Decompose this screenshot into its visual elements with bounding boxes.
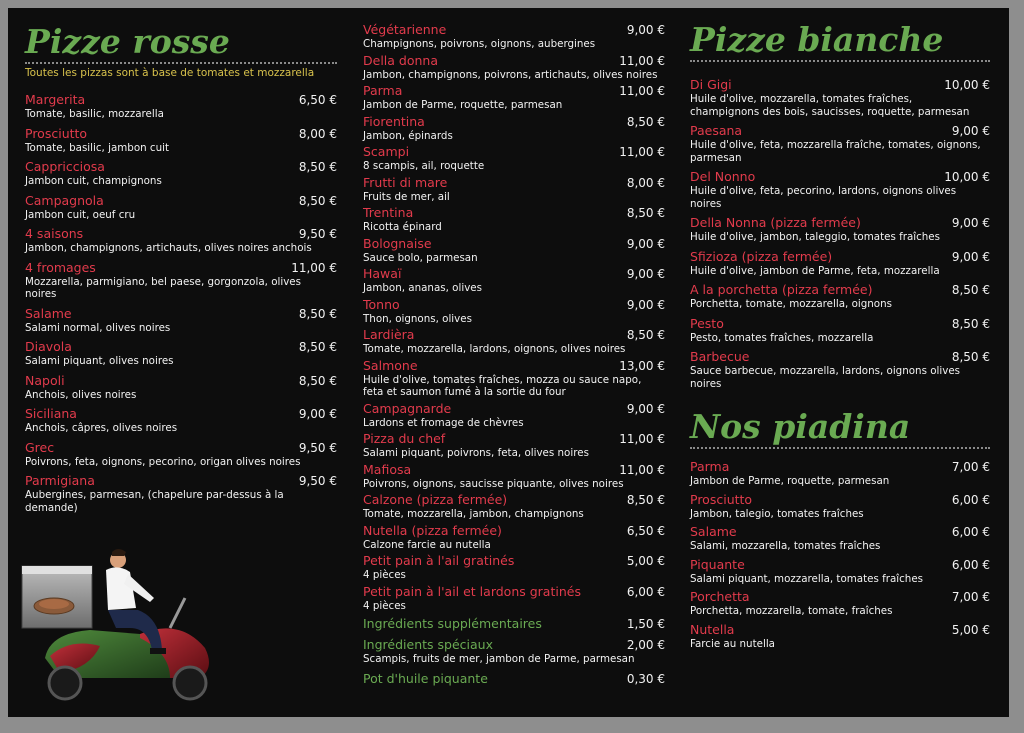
pizze-rosse-subtitle: Toutes les pizzas sont à base de tomates et mozzarella <box>25 67 315 79</box>
menu-item <box>363 327 665 356</box>
pizza-box-icon <box>22 566 92 628</box>
item-name: Piquante <box>690 556 745 572</box>
item-price: 2,00 € <box>626 638 665 652</box>
item-description: Porchetta, mozzarella, tomate, fraîches <box>690 605 893 617</box>
item-description: Huile d'olive, mozzarella, tomates fraîches, champignons des bois, saucisses, roquette, parmesan <box>690 93 970 118</box>
item-description: Pesto, tomates fraîches, mozzarella <box>690 331 874 344</box>
item-price: 11,00 € <box>619 84 665 98</box>
item-price: 10,00 € <box>944 170 990 184</box>
item-description: Farcie au nutella <box>690 637 775 650</box>
pizze-rosse-column <box>25 8 337 519</box>
menu-item <box>363 492 665 521</box>
item-description: Poivrons, feta, oignons, pecorino, origan olives noires <box>25 455 301 468</box>
item-price: 9,00 € <box>626 401 665 416</box>
item-price: 8,00 € <box>298 126 337 141</box>
item-name: Della Nonna (pizza fermée) <box>690 215 861 230</box>
item-price: 5,00 € <box>626 554 665 568</box>
menu-board <box>8 8 1009 717</box>
item-name: Barbecue <box>690 349 750 364</box>
item-name: Végétarienne <box>363 22 447 37</box>
item-price: 6,00 € <box>951 525 990 539</box>
menu-item <box>25 306 337 335</box>
item-description: 4 pièces <box>363 569 406 581</box>
item-price: 6,00 € <box>951 492 990 507</box>
item-name: A la porchetta (pizza fermée) <box>690 282 873 297</box>
menu-item <box>363 175 665 204</box>
menu-item <box>363 358 665 399</box>
item-price: 8,50 € <box>298 306 337 321</box>
menu-item <box>690 169 990 210</box>
item-price: 1,50 € <box>626 617 665 631</box>
item-name: Fiorentina <box>363 113 425 129</box>
menu-item <box>690 459 990 488</box>
menu-item <box>363 266 665 295</box>
item-description: 4 pièces <box>363 599 406 612</box>
item-name: Prosciutto <box>690 491 753 507</box>
item-description: Jambon, champignons, poivrons, artichauts, olives noires <box>363 68 658 81</box>
item-description: Salami, mozzarella, tomates fraîches <box>690 540 881 552</box>
menu-item <box>25 339 337 368</box>
item-name: Ingrédients spéciaux <box>363 637 493 652</box>
item-price: 9,00 € <box>298 407 337 421</box>
item-price: 8,50 € <box>626 493 665 507</box>
item-name: Calzone (pizza fermée) <box>363 492 508 507</box>
item-price: 11,00 € <box>291 260 337 275</box>
item-price: 9,00 € <box>951 249 990 264</box>
item-name: Prosciutto <box>25 125 88 141</box>
item-name: Pizza du chef <box>363 431 446 446</box>
item-name: Della donna <box>363 52 438 68</box>
piadina-list <box>690 459 990 650</box>
item-description: Poivrons, oignons, saucisse piquante, olives noires <box>363 477 624 490</box>
menu-item <box>690 282 990 311</box>
item-name: Petit pain à l'ail gratinés <box>363 553 515 568</box>
item-price: 8,50 € <box>626 328 665 342</box>
menu-item <box>25 126 337 155</box>
item-description: Sauce bolo, parmesan <box>363 251 478 264</box>
item-name: Grec <box>25 439 55 455</box>
item-name: Scampi <box>363 144 410 159</box>
item-name: Nutella <box>690 621 735 637</box>
menu-item <box>25 226 337 255</box>
item-description: Jambon, talegio, tomates fraîches <box>690 507 864 520</box>
item-price: 7,00 € <box>951 460 990 474</box>
piadina-heading: Nos piadina <box>690 407 911 446</box>
menu-item <box>25 373 337 402</box>
item-price: 8,50 € <box>298 340 337 354</box>
item-description: 8 scampis, ail, roquette <box>363 160 485 172</box>
item-description: Jambon, ananas, olives <box>363 282 482 294</box>
menu-item <box>690 492 990 521</box>
item-name: Mafiosa <box>363 461 412 477</box>
menu-item <box>25 193 337 222</box>
item-name: Ingrédients supplémentaires <box>363 616 542 631</box>
item-description: Ricotta épinard <box>363 221 442 233</box>
item-price: 8,50 € <box>951 350 990 364</box>
item-price: 9,00 € <box>626 267 665 281</box>
item-name: Campagnarde <box>363 400 452 416</box>
pizze-bianche-list <box>690 77 990 390</box>
item-name: Diavola <box>25 339 72 354</box>
item-price: 11,00 € <box>619 432 665 446</box>
item-price: 9,00 € <box>951 124 990 138</box>
item-description: Jambon, champignons, artichauts, olives noires anchois <box>25 242 312 254</box>
item-price: 5,00 € <box>951 622 990 637</box>
item-price: 11,00 € <box>619 145 665 159</box>
menu-item <box>690 77 990 118</box>
item-name: Trentina <box>363 205 414 220</box>
menu-item <box>363 431 665 460</box>
pizze-rosse-heading: Pizze rosse <box>25 22 230 61</box>
menu-item <box>690 589 990 618</box>
item-description: Fruits de mer, ail <box>363 190 450 203</box>
menu-item <box>363 114 665 143</box>
item-description: Huile d'olive, feta, pecorino, lardons, oignons olives noires <box>690 185 957 210</box>
item-description: Huile d'olive, jambon, taleggio, tomates fraîches <box>690 231 940 243</box>
menu-item <box>363 297 665 326</box>
item-name: Salame <box>690 524 737 539</box>
item-price: 6,50 € <box>626 523 665 538</box>
item-price: 9,00 € <box>626 297 665 312</box>
item-description: Huile d'olive, jambon de Parme, feta, mozzarella <box>690 264 940 277</box>
item-price: 9,00 € <box>626 236 665 251</box>
item-name: 4 fromages <box>25 259 96 275</box>
menu-item <box>363 671 665 687</box>
item-name: Siciliana <box>25 406 77 421</box>
item-price: 8,50 € <box>298 160 337 174</box>
item-price: 11,00 € <box>619 462 665 477</box>
menu-item <box>25 159 337 188</box>
menu-item <box>25 92 337 121</box>
item-description: Thon, oignons, olives <box>363 312 472 325</box>
item-name: Porchetta <box>690 589 750 604</box>
item-name: Napoli <box>25 372 65 388</box>
menu-item <box>690 249 990 278</box>
item-name: Salmone <box>363 357 418 373</box>
menu-item <box>690 622 990 651</box>
item-description: Mozzarella, parmigiano, bel paese, gorgonzola, olives noires <box>25 275 302 300</box>
item-price: 9,50 € <box>298 227 337 241</box>
menu-item <box>363 401 665 430</box>
pizze-bianche-column <box>690 8 990 654</box>
item-description: Anchois, olives noires <box>25 388 137 401</box>
item-description: Salami piquant, olives noires <box>25 355 174 367</box>
menu-item <box>363 53 665 82</box>
item-name: 4 saisons <box>25 226 84 241</box>
heading-divider <box>690 447 990 449</box>
item-name: Petit pain à l'ail et lardons gratinés <box>363 583 581 599</box>
menu-item <box>690 349 990 390</box>
item-name: Parmigiana <box>25 473 95 488</box>
item-name: Hawaï <box>363 266 402 281</box>
item-price: 13,00 € <box>619 358 665 373</box>
item-name: Del Nonno <box>690 169 756 184</box>
menu-item <box>690 316 990 345</box>
item-name: Parma <box>690 459 730 474</box>
menu-item <box>25 473 337 514</box>
menu-item <box>690 215 990 244</box>
item-description: Scampis, fruits de mer, jambon de Parme, parmesan <box>363 653 635 665</box>
menu-item <box>690 524 990 553</box>
menu-item <box>363 144 665 173</box>
item-price: 9,50 € <box>298 474 337 488</box>
item-price: 8,50 € <box>951 283 990 297</box>
item-description: Tomate, mozzarella, lardons, oignons, olives noires <box>363 343 626 355</box>
menu-item <box>363 236 665 265</box>
item-name: Margerita <box>25 92 86 107</box>
heading-divider <box>690 60 990 62</box>
item-price: 6,00 € <box>951 557 990 572</box>
item-price: 8,50 € <box>298 373 337 388</box>
pizze-bianche-heading: Pizze bianche <box>690 20 944 59</box>
item-description: Tomate, basilic, mozzarella <box>25 108 164 120</box>
item-price: 6,50 € <box>298 93 337 107</box>
item-description: Jambon de Parme, roquette, parmesan <box>690 475 890 487</box>
item-price: 6,00 € <box>626 584 665 599</box>
item-name: Pesto <box>690 315 724 331</box>
item-price: 8,50 € <box>951 316 990 331</box>
heading-divider <box>25 62 337 64</box>
menu-item <box>363 616 665 632</box>
item-price: 8,50 € <box>626 206 665 220</box>
menu-item <box>363 523 665 552</box>
delivery-scooter-illustration <box>20 538 230 708</box>
item-description: Jambon cuit, oeuf cru <box>25 208 136 221</box>
pizze-middle-list <box>363 22 665 612</box>
item-description: Jambon de Parme, roquette, parmesan <box>363 99 563 111</box>
item-name: Frutti di mare <box>363 174 448 190</box>
item-price: 9,00 € <box>626 23 665 37</box>
item-description: Salami piquant, mozzarella, tomates fraîches <box>690 572 924 585</box>
menu-item <box>25 440 337 469</box>
item-name: Paesana <box>690 123 743 138</box>
item-price: 8,50 € <box>626 114 665 129</box>
menu-item <box>363 462 665 491</box>
menu-item <box>363 83 665 112</box>
item-name: Campagnola <box>25 192 104 208</box>
item-description: Jambon, épinards <box>363 129 453 142</box>
menu-item <box>25 406 337 435</box>
item-description: Calzone farcie au nutella <box>363 538 491 551</box>
item-name: Lardièra <box>363 327 415 342</box>
item-price: 11,00 € <box>619 53 665 68</box>
item-description: Tomate, basilic, jambon cuit <box>25 141 170 154</box>
item-name: Di Gigi <box>690 77 732 92</box>
item-description: Huile d'olive, feta, mozzarella fraîche, tomates, oignons, parmesan <box>690 139 981 164</box>
menu-item <box>25 260 337 301</box>
item-price: 9,00 € <box>951 216 990 230</box>
menu-item <box>363 553 665 582</box>
item-price: 10,00 € <box>944 78 990 92</box>
item-name: Cappricciosa <box>25 159 105 174</box>
item-name: Sfizioza (pizza fermée) <box>690 248 833 264</box>
item-description: Salami piquant, poivrons, feta, olives noires <box>363 447 589 459</box>
menu-item <box>690 557 990 586</box>
item-description: Porchetta, tomate, mozzarella, oignons <box>690 298 892 310</box>
item-price: 8,50 € <box>298 193 337 208</box>
menu-item <box>363 637 665 666</box>
item-description: Sauce barbecue, mozzarella, lardons, oignons olives noires <box>690 365 961 390</box>
item-description: Aubergines, parmesan, (chapelure par-dessus à la demande) <box>25 489 284 514</box>
item-price: 8,00 € <box>626 175 665 190</box>
item-description: Champignons, poivrons, oignons, aubergines <box>363 38 596 50</box>
item-description: Jambon cuit, champignons <box>25 175 162 187</box>
item-description: Lardons et fromage de chèvres <box>363 416 524 429</box>
item-description: Anchois, câpres, olives noires <box>25 422 178 434</box>
item-price: 0,30 € <box>626 671 665 686</box>
item-name: Tonno <box>363 296 400 312</box>
item-description: Huile d'olive, tomates fraîches, mozza ou sauce napo, feta et saumon fumé à la sortie du four <box>363 373 642 398</box>
menu-item <box>363 205 665 234</box>
pizze-rosse-list <box>25 92 337 514</box>
item-description: Salami normal, olives noires <box>25 321 171 334</box>
item-name: Salame <box>25 305 72 321</box>
item-name: Bolognaise <box>363 235 432 251</box>
extras-list <box>363 616 665 687</box>
menu-item <box>363 584 665 613</box>
item-price: 7,00 € <box>951 590 990 604</box>
item-name: Pot d'huile piquante <box>363 670 488 686</box>
item-name: Nutella (pizza fermée) <box>363 522 502 538</box>
menu-item <box>690 123 990 164</box>
item-description: Tomate, mozzarella, jambon, champignons <box>363 508 584 520</box>
pizze-middle-column <box>363 8 665 692</box>
item-price: 9,50 € <box>298 440 337 455</box>
item-name: Parma <box>363 83 403 98</box>
menu-item <box>363 22 665 51</box>
